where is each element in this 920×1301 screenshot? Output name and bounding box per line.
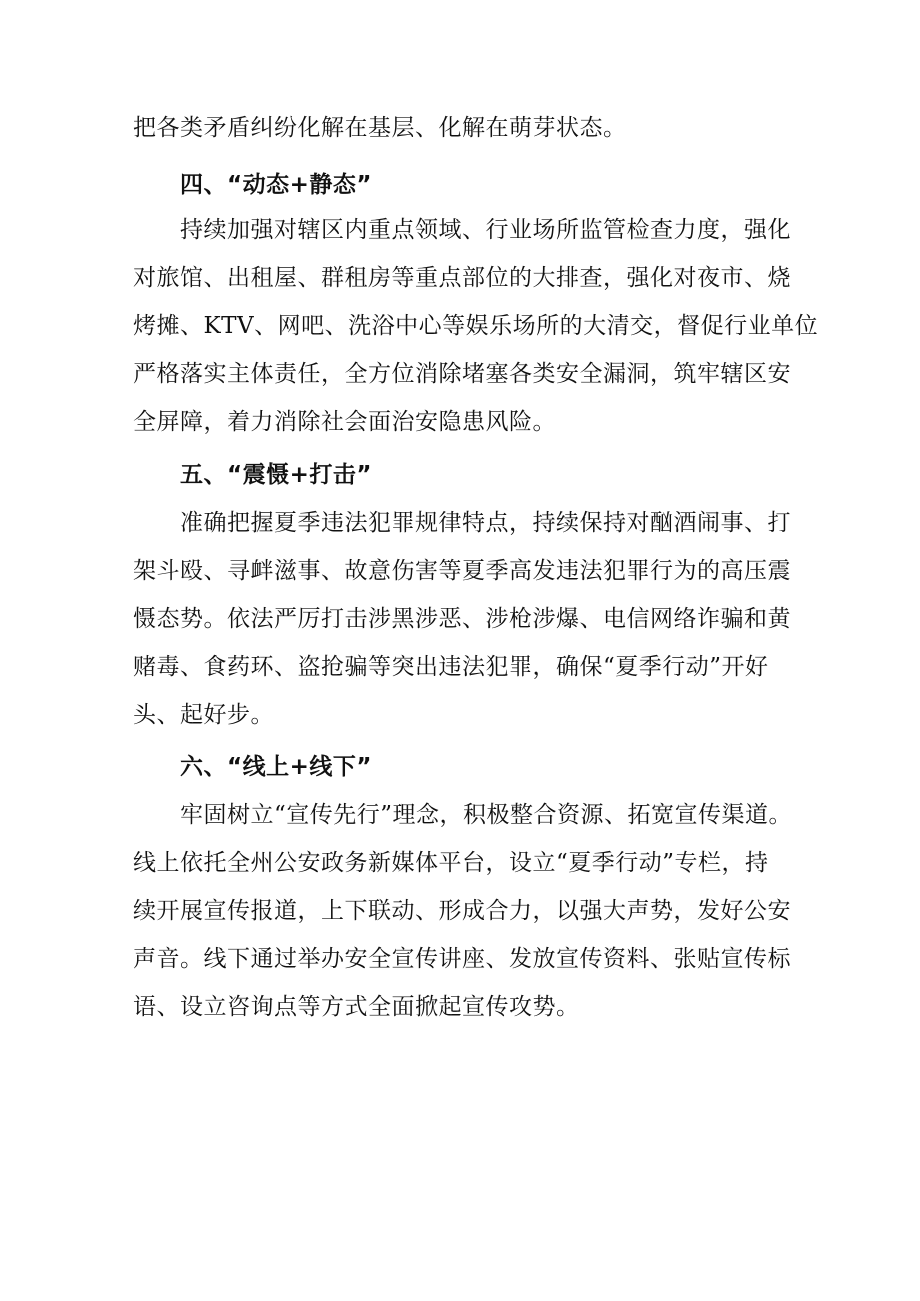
paragraph-line: 把各类矛盾纠纷化解在基层、化解在萌芽状态。 bbox=[133, 115, 627, 141]
paragraph-line: 线上依托全州公安政务新媒体平台，设立“夏季行动”专栏，持 bbox=[133, 850, 769, 876]
section-heading-5: 五、“震慑+打击” bbox=[180, 462, 373, 488]
section-heading-6: 六、“线上+线下” bbox=[180, 754, 373, 780]
paragraph-line: 头、起好步。 bbox=[133, 702, 274, 728]
paragraph-line: 续开展宣传报道，上下联动、形成合力，以强大声势，发好公安 bbox=[133, 898, 791, 924]
paragraph-line: 严格落实主体责任，全方位消除堵塞各类安全漏洞，筑牢辖区安 bbox=[133, 361, 791, 387]
paragraph-line: 语、设立咨询点等方式全面掀起宣传攻势。 bbox=[133, 994, 580, 1020]
paragraph-line: 慑态势。依法严厉打击涉黑涉恶、涉枪涉爆、电信网络诈骗和黄 bbox=[133, 606, 791, 632]
paragraph-line: 赌毒、食药环、盗抢骗等突出违法犯罪，确保“夏季行动”开好 bbox=[133, 654, 769, 680]
paragraph-line: 持续加强对辖区内重点领域、行业场所监管检查力度，强化 bbox=[180, 217, 791, 243]
paragraph-line: 全屏障，着力消除社会面治安隐患风险。 bbox=[133, 409, 556, 435]
section-heading-4: 四、“动态+静态” bbox=[180, 172, 373, 198]
paragraph-line: 声音。线下通过举办安全宣传讲座、发放宣传资料、张贴宣传标 bbox=[133, 946, 791, 972]
paragraph-line: 对旅馆、出租屋、群租房等重点部位的大排查，强化对夜市、烧 bbox=[133, 265, 791, 291]
paragraph-line: 准确把握夏季违法犯罪规律特点，持续保持对酗酒闹事、打 bbox=[180, 510, 791, 536]
paragraph-line: 架斗殴、寻衅滋事、故意伤害等夏季高发违法犯罪行为的高压震 bbox=[133, 558, 791, 584]
paragraph-line: 牢固树立“宣传先行”理念，积极整合资源、拓宽宣传渠道。 bbox=[180, 802, 793, 828]
paragraph-line: 烤摊、KTV、网吧、洗浴中心等娱乐场所的大清交，督促行业单位 bbox=[133, 313, 819, 339]
